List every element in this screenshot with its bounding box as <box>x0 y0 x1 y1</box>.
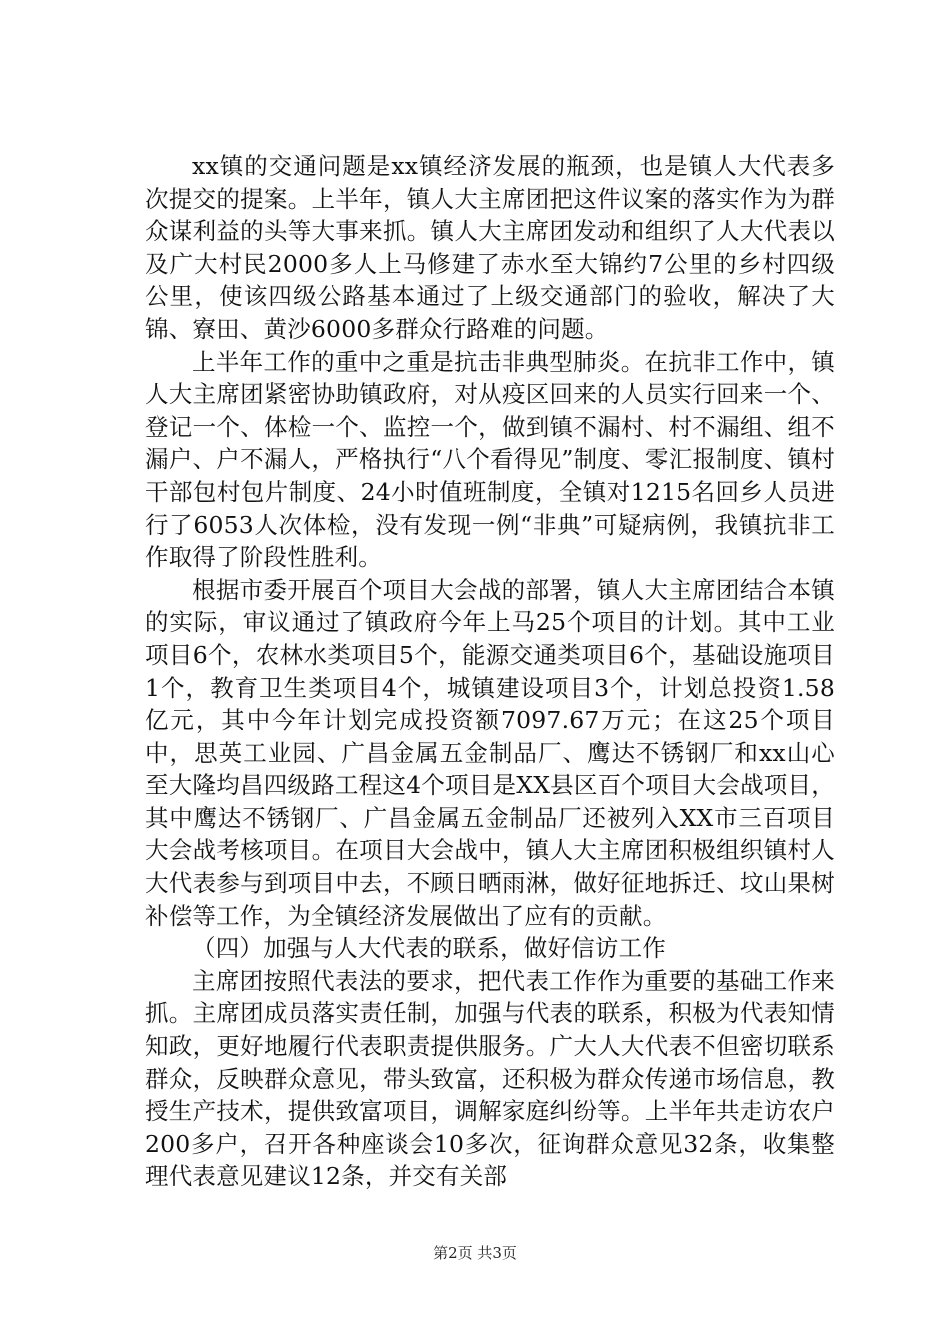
paragraph-representatives: 主席团按照代表法的要求，把代表工作作为重要的基础工作来抓。主席团成员落实责任制，加强与代表的联系，积极为代表知情知政，更好地履行代表职责提供服务。广大人大代表不但密切联系群众，反映群众意见，带头致富，还积极为群众传递市场信息，教授生产技术，提供致富项目，调解家庭纠纷等。上半年共走访农户200多户，召开各种座谈会10多次，征询群众意见32条，收集整理代表意见建议12条，并交有关部 <box>145 966 835 1191</box>
body-text <box>145 150 835 1193</box>
page-footer: 第2页 共3页 <box>433 1244 517 1262</box>
section-heading: （四）加强与人大代表的联系，做好信访工作 <box>192 934 666 963</box>
paragraph-traffic: xx镇的交通问题是xx镇经济发展的瓶颈，也是镇人大代表多次提交的提案。上半年，镇人大主席团把这件议案的落实作为为群众谋利益的头等大事来抓。镇人大主席团发动和组织了人大代表以及广大村民2000多人上马修建了赤水至大锦约7公里的乡村四级公里，使该四级公路基本通过了上级交通部门的验收，解决了大锦、寮田、黄沙6000多群众行路难的问题。 <box>145 152 835 343</box>
paragraph-sars: 上半年工作的重中之重是抗击非典型肺炎。在抗非工作中，镇人大主席团紧密协助镇政府，对从疫区回来的人员实行回来一个、登记一个、体检一个、监控一个，做到镇不漏村、村不漏组、组不漏户、户不漏人，严格执行“八个看得见”制度、零汇报制度、镇村干部包村包片制度、24小时值班制度，全镇对1215名回乡人员进行了6053人次体检，没有发现一例“非典”可疑病例，我镇抗非工作取得了阶段性胜利。 <box>145 347 835 572</box>
paragraph-projects: 根据市委开展百个项目大会战的部署，镇人大主席团结合本镇的实际，审议通过了镇政府今年上马25个项目的计划。其中工业项目6个，农林水类项目5个，能源交通类项目6个，基础设施项目1个，教育卫生类项目4个，城镇建设项目3个，计划总投资1.58亿元，其中今年计划完成投资额7097.67万元；在这25个项目中，思英工业园、广昌金属五金制品厂、鹰达不锈钢厂和xx山心至大隆均昌四级路工程这4个项目是XX县区百个项目大会战项目，其中鹰达不锈钢厂、广昌金属五金制品厂还被列入XX市三百项目大会战考核项目。在项目大会战中，镇人大主席团积极组织镇村人大代表参与到项目中去，不顾日晒雨淋，做好征地拆迁、坟山果树补偿等工作，为全镇经济发展做出了应有的贡献。 <box>145 575 835 930</box>
